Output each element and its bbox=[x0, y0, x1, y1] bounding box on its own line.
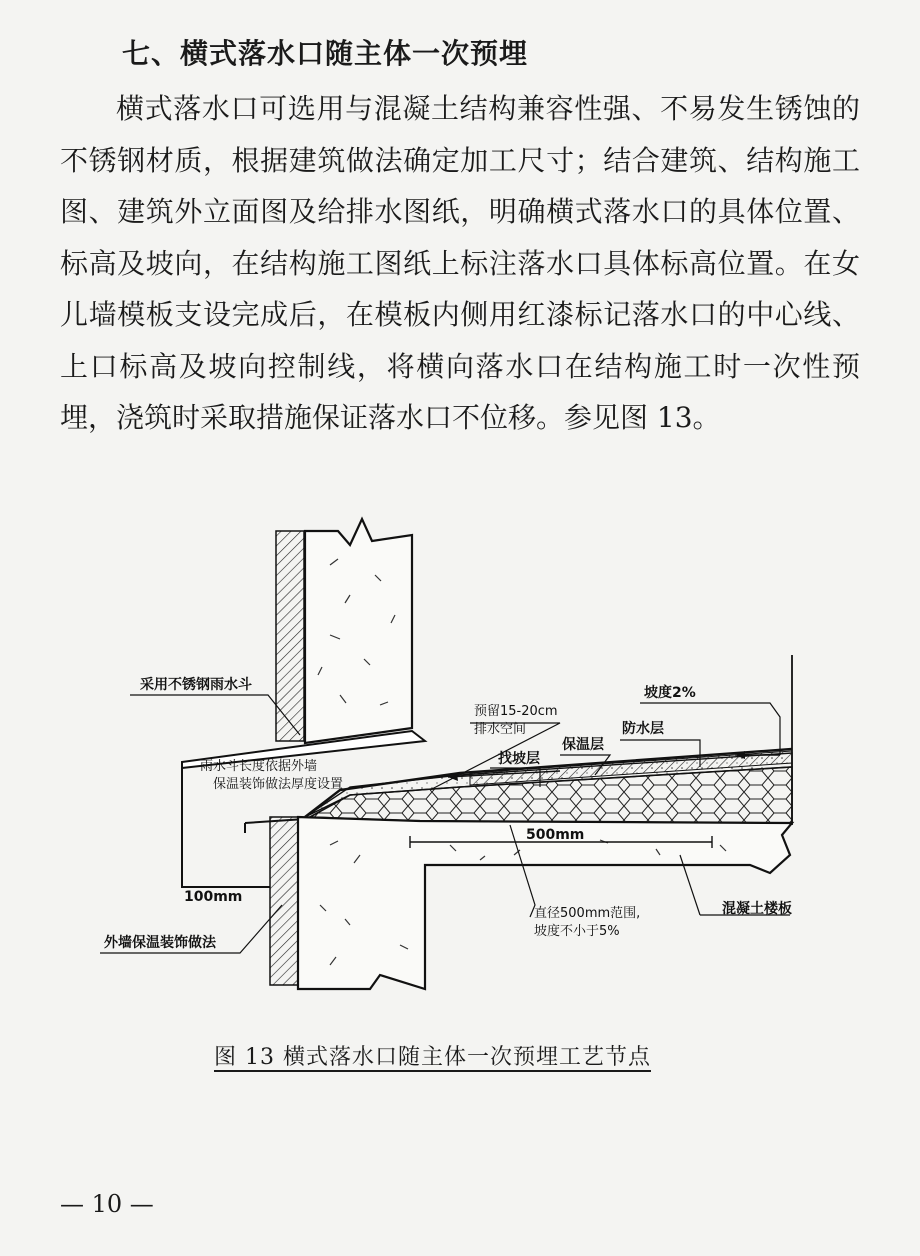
section-heading: 七、横式落水口随主体一次预埋 bbox=[122, 37, 529, 70]
body-paragraph-container bbox=[60, 83, 860, 444]
label-hopper-length-1: 雨水斗长度依据外墙 bbox=[200, 759, 318, 774]
label-dimension-100: 100mm bbox=[184, 889, 243, 905]
label-slope-percent: 坡度2% bbox=[644, 685, 696, 701]
label-reserve-2: 排水空间 bbox=[474, 722, 527, 737]
label-waterproof: 防水层 bbox=[622, 721, 664, 737]
label-radius-2: 坡度不小于5% bbox=[534, 924, 620, 939]
label-radius-1: 直径500mm范围, bbox=[534, 906, 641, 921]
page-number: — 10 — bbox=[60, 1190, 154, 1218]
figure-13-drainage-detail bbox=[0, 505, 920, 1005]
label-stainless-hopper: 采用不锈钢雨水斗 bbox=[140, 677, 252, 693]
label-dimension-500: 500mm bbox=[526, 827, 585, 843]
figure-caption: 图 13 横式落水口随主体一次预埋工艺节点 bbox=[214, 1045, 651, 1070]
label-hopper-length-2: 保温装饰做法厚度设置 bbox=[213, 777, 344, 792]
label-exterior-insulation: 外墙保温装饰做法 bbox=[104, 935, 216, 951]
wall-insulation-lower bbox=[270, 817, 298, 985]
parapet-wall bbox=[305, 519, 412, 743]
detail-drawing bbox=[0, 505, 920, 1005]
label-concrete-slab: 混凝土楼板 bbox=[722, 901, 792, 917]
label-insulation: 保温层 bbox=[562, 737, 604, 753]
label-slope-layer: 找坡层 bbox=[498, 751, 540, 767]
body-paragraph: 横式落水口可选用与混凝土结构兼容性强、不易发生锈蚀的不锈钢材质，根据建筑做法确定加工尺寸；结合建筑、结构施工图、建筑外立面图及给排水图纸，明确横式落水口的具体位置、标高及坡向，在结构施工图纸上标注落水口具体标高位置。在女儿墙模板支设完成后，在模板内侧用红漆标记落水口的中心线、上口标高及坡向控制线，将横向落水口在结构施工时一次性预埋，浇筑时采取措施保证落水口不位移。参见图 13。 bbox=[60, 92, 860, 434]
label-reserve-1: 预留15-20cm bbox=[474, 704, 558, 719]
